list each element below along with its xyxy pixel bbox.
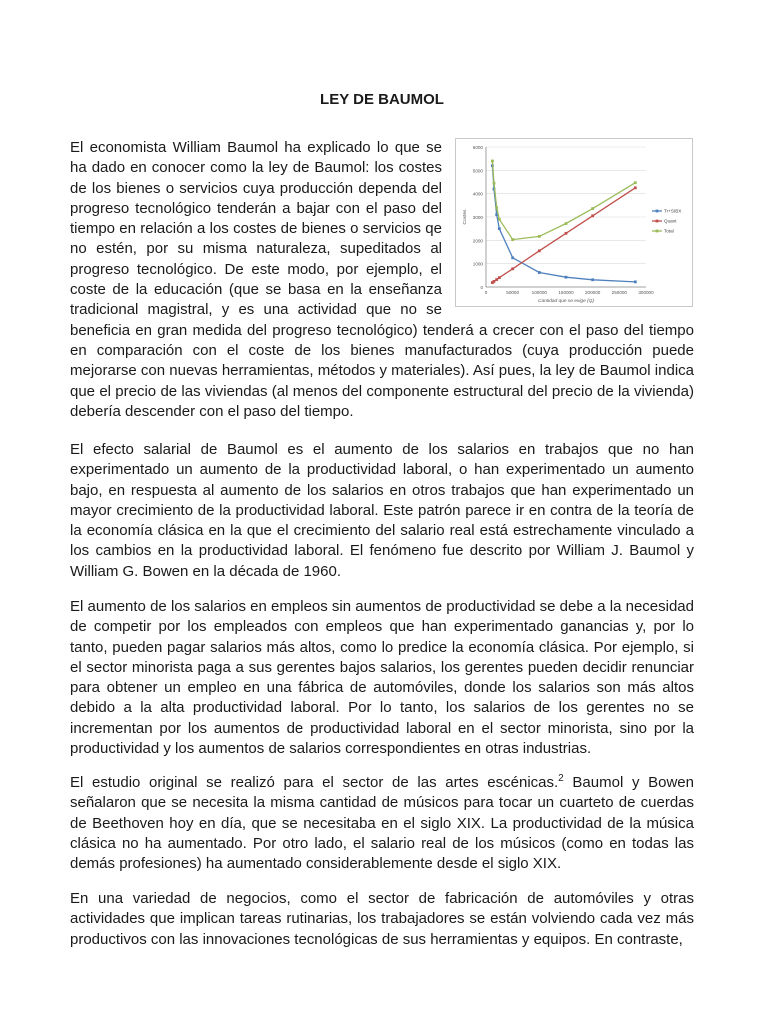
data-point <box>538 271 541 274</box>
y-tick-label: 0 <box>480 285 483 290</box>
data-point <box>565 222 568 225</box>
legend-label: Quant <box>664 218 677 224</box>
y-axis-label: Costes <box>463 209 468 225</box>
data-point <box>591 278 594 281</box>
paragraph-4-text-b: Baumol y Bowen señalaron que se necesita la misma cantidad de músicos para tocar un cuarteto de cuerdas de Beethoven hoy en día, que se necesitaba en el siglo XIX. La productividad de la música clásica no ha aumentado. Por otro lado, el salario real de los músicos (como en todas las demás profesiones) ha aumentado considerablemente desde el siglo XIX. <box>70 774 694 873</box>
data-point <box>495 206 498 209</box>
document-title: LEY DE BAUMOL <box>320 91 444 108</box>
data-point <box>634 186 637 189</box>
series-line-tr-sibx <box>492 166 635 282</box>
data-point <box>498 276 501 279</box>
data-point <box>565 276 568 279</box>
y-tick-label: 1000 <box>472 261 483 267</box>
paragraph-4-text-a: El estudio original se realizó para el sector de las artes escénicas. <box>70 774 559 791</box>
x-tick-label: 0 <box>484 290 488 295</box>
data-point <box>591 207 594 210</box>
y-tick-label: 6000 <box>472 145 483 150</box>
cost-chart <box>455 138 693 307</box>
x-axis-label: Cantidad que se exige (Q) <box>538 299 594 304</box>
x-tick-label: 300000 <box>638 290 654 295</box>
data-point <box>511 267 514 270</box>
data-point <box>493 182 496 185</box>
x-tick-label: 100000 <box>531 290 548 295</box>
x-tick-label: 200000 <box>584 290 601 295</box>
y-tick-label: 2000 <box>472 238 483 244</box>
legend-marker <box>656 230 659 233</box>
data-point <box>493 280 496 283</box>
cost-chart-svg <box>456 139 692 306</box>
data-point <box>634 280 637 283</box>
y-tick-label: 3000 <box>472 215 483 220</box>
x-tick-label: 250000 <box>611 290 628 295</box>
data-point <box>538 235 541 238</box>
data-point <box>511 256 514 259</box>
data-point <box>538 249 541 252</box>
paragraph-2: El efecto salarial de Baumol es el aumento de los salarios en trabajos que no han experimentado un aumento de la productividad laboral, o han experimentado un aumento bajo, en respuesta al aumento de los salarios en otros trabajos que han experimentado un mayor crecimiento de la productividad laboral. Este patrón parece ir en contra de la teoría de la economía clásica en la que el crecimiento del salario real está estrechamente vinculado a los cambios en la productividad laboral. El fenómeno fue descrito por William J. Baumol y William G. Bowen en la década de 1960. <box>70 441 694 580</box>
paragraph-3: El aumento de los salarios en empleos sin aumentos de productividad se debe a la necesidad de competir por los empleados con empleos que han experimentado ganancias y, por lo tanto, pueden pagar salarios más altos, como lo predice la economía clásica. Por ejemplo, si el sector minorista paga a sus gerentes bajos salarios, los gerentes pueden decidir renunciar para obtener un empleo en una fábrica de automóviles, donde los salarios son más altos debido a la alta productividad laboral. Por lo tanto, los salarios de los gerentes no se incrementan por los aumentos de productividad laboral en el sector minorista, sino por la productividad y los aumentos de salarios correspondientes en otras industrias. <box>70 598 694 758</box>
y-tick-label: 4000 <box>472 191 483 197</box>
x-tick-label: 50000 <box>506 290 520 295</box>
data-point <box>495 278 498 281</box>
series-line-total <box>492 161 635 240</box>
legend-marker <box>656 220 659 223</box>
paragraph-4 <box>70 773 694 874</box>
data-point <box>498 227 501 230</box>
paragraph-1-text: El economista William Baumol ha explicado lo que se ha dado en conocer como la ley de Baumol: los costes de los bienes o servicios cuya producción dependa del progreso tecnológico tenderán a bajar con el paso del tiempo en relación a los costes de bienes o servicios qe no estén, por su misma naturaleza, supeditados al progreso tecnológico. De este modo, por ejemplo, el coste de la educación (que se basa en la enseñanza tradicional magistral, y es una actividad que no se beneficia en gran medida del progreso tecnológico) tenderá a crecer con el paso del tiempo en comparación con el coste de los bienes manufacturados (cuya producción puede mejorarse con nuevas herramientas, métodos y materiales). Así pues, la ley de Baumol indica que el precio de las viviendas (al menos del componente estructural del precio de la vivienda) debería descender con el paso del tiempo. <box>70 139 694 420</box>
legend-marker <box>656 210 659 213</box>
paragraph-5: En una variedad de negocios, como el sector de fabricación de automóviles y otras actividades que implican tareas rutinarias, los trabajadores se están volviendo cada vez más productivos con las innovaciones tecnológicas de sus herramientas y equipos. En contraste, <box>70 890 694 948</box>
data-point <box>565 232 568 235</box>
legend-label: Tr+SIBX <box>664 208 682 214</box>
x-tick-label: 150000 <box>558 290 574 295</box>
data-point <box>634 181 637 184</box>
footnote-marker: 2 <box>558 773 564 784</box>
y-tick-label: 5000 <box>472 168 483 174</box>
data-point <box>498 218 501 221</box>
data-point <box>511 238 514 241</box>
legend-label: Total <box>664 228 674 234</box>
data-point <box>591 214 594 217</box>
data-point <box>491 160 494 163</box>
